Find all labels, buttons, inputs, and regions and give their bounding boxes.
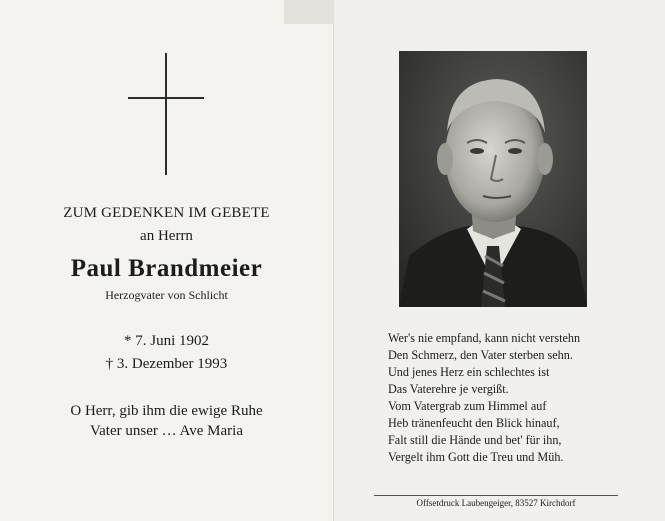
cross-icon bbox=[165, 53, 167, 175]
poem-line: Den Schmerz, den Vater sterben sehn. bbox=[388, 348, 573, 362]
death-date: † 3. Dezember 1993 bbox=[105, 356, 228, 372]
poem-line: Das Vaterehre je vergißt. bbox=[388, 382, 509, 396]
poem-line: Wer's nie empfand, kann nicht verstehn bbox=[388, 331, 581, 345]
deceased-name: Paul Brandmeier bbox=[70, 255, 263, 282]
footer-rule bbox=[374, 495, 618, 496]
prayer-line-1: O Herr, gib ihm die ewige Ruhe bbox=[70, 403, 263, 419]
poem-line: Heb tränenfeucht den Blick hinauf, bbox=[388, 416, 560, 430]
poem-line: Vergelt ihm Gott die Treu und Müh. bbox=[388, 450, 564, 464]
poem-line: Falt still die Hände und bet' für ihn, bbox=[388, 433, 562, 447]
prayer-line-2: Vater unser … Ave Maria bbox=[89, 423, 243, 439]
memorial-heading: ZUM GEDENKEN IM GEBETE bbox=[63, 205, 270, 221]
deceased-role: Herzogvater von Schlicht bbox=[105, 288, 228, 302]
poem bbox=[388, 330, 628, 466]
poem-line: Und jenes Herz ein schlechtes ist bbox=[388, 365, 550, 379]
cross-icon-bar bbox=[128, 97, 204, 99]
poem-line: Vom Vatergrab zum Himmel auf bbox=[388, 399, 547, 413]
portrait-photo bbox=[399, 51, 587, 307]
printer-credit: Offsetdruck Laubengeiger, 83527 Kirchdorf bbox=[416, 498, 576, 508]
salutation: an Herrn bbox=[140, 228, 193, 244]
birth-date: * 7. Juni 1902 bbox=[123, 333, 209, 349]
